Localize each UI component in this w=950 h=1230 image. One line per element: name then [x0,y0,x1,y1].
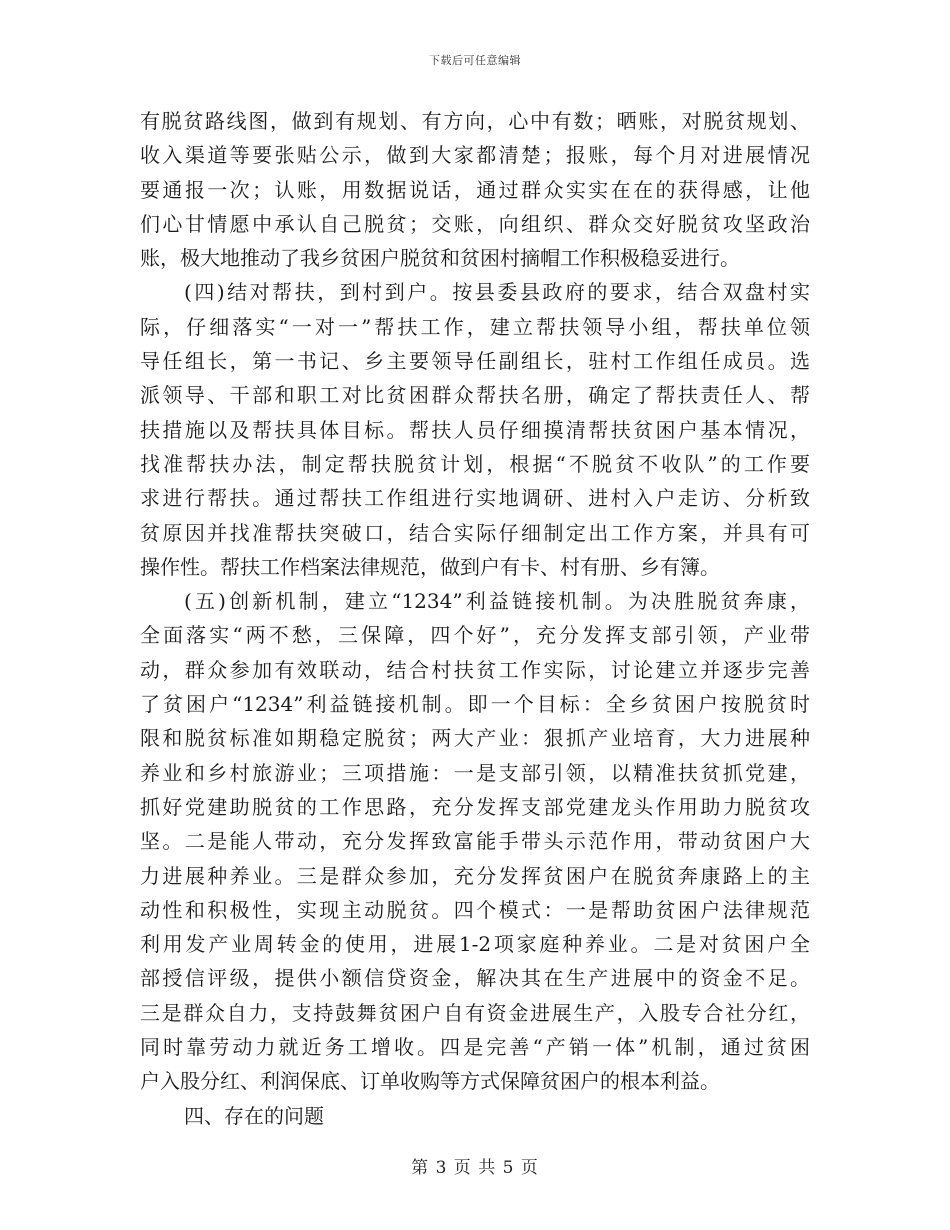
body-line: 求进行帮扶。通过帮扶工作组进行实地调研、进村入户走访、分析致 [140,486,810,511]
body-line: 动性和积极性，实现主动脱贫。四个模式：一是帮助贫困户法律规范 [140,897,810,922]
body-line: 派领导、干部和职工对比贫困群众帮扶名册，确定了帮扶责任人、帮 [140,383,810,408]
body-line: 要通报一次；认账，用数据说话，通过群众实实在在的获得感，让他 [140,177,810,202]
page-header-note: 下载后可任意编辑 [429,54,521,67]
body-line: 户入股分红、利润保底、订单收购等方式保障贫困户的根本利益。 [140,1069,720,1094]
page-number-footer: 第 3 页 共 5 页 [411,1158,539,1178]
body-line: 同时靠劳动力就近务工增收。四是完善“产销一体”机制，通过贫困 [140,1035,810,1060]
body-line: 坚。二是能人带动，充分发挥致富能手带头示范作用，带动贫困户大 [140,829,810,854]
body-line: 动，群众参加有效联动，结合村扶贫工作实际，讨论建立并逐步完善 [140,657,810,682]
body-line: 操作性。帮扶工作档案法律规范，做到户有卡、村有册、乡有簿。 [140,554,720,579]
body-line: 际，仔细落实“一对一”帮扶工作，建立帮扶领导小组，帮扶单位领 [140,314,810,339]
body-line: 找准帮扶办法，制定帮扶脱贫计划，根据“不脱贫不收队”的工作要 [140,451,810,476]
body-line: 收入渠道等要张贴公示，做到大家都清楚；报账，每个月对进展情况 [140,143,810,168]
body-line: 抓好党建助脱贫的工作思路，充分发挥支部党建龙头作用助力脱贫攻 [140,794,810,819]
body-line: 贫原因并找准帮扶突破口，结合实际仔细制定出工作方案，并具有可 [140,520,810,545]
section-4-heading-line: (四)结对帮扶，到村到户。按县委县政府的要求，结合双盘村实 [184,280,810,305]
section-5-heading-line: (五)创新机制，建立“1234”利益链接机制。为决胜脱贫奔康， [184,589,810,614]
document-body [140,104,810,1133]
section-heading-problems: 四、存在的问题 [184,1103,324,1128]
body-line: 们心甘情愿中承认自己脱贫；交账，向组织、群众交好脱贫攻坚政治 [140,211,810,236]
body-line: 养业和乡村旅游业；三项措施：一是支部引领，以精准扶贫抓党建， [140,760,810,785]
body-line: 账，极大地推动了我乡贫困户脱贫和贫困村摘帽工作积极稳妥进行。 [140,246,740,271]
body-line: 部授信评级，提供小额信贷资金，解决其在生产进展中的资金不足。 [140,966,810,991]
body-line: 扶措施以及帮扶具体目标。帮扶人员仔细摸清帮扶贫困户基本情况， [140,417,810,442]
body-line: 限和脱贫标准如期稳定脱贫；两大产业：狠抓产业培育，大力进展种 [140,726,810,751]
body-line: 利用发产业周转金的使用，进展1-2项家庭种养业。二是对贫困户全 [140,932,810,957]
body-line: 导任组长，第一书记、乡主要领导任副组长，驻村工作组任成员。选 [140,349,810,374]
body-line: 力进展种养业。三是群众参加，充分发挥贫困户在脱贫奔康路上的主 [140,863,810,888]
body-line: 全面落实“两不愁，三保障，四个好”，充分发挥支部引领，产业带 [140,623,810,648]
body-line: 三是群众自力，支持鼓舞贫困户自有资金进展生产，入股专合社分红， [140,1000,810,1025]
body-line: 了贫困户“1234”利益链接机制。即一个目标：全乡贫困户按脱贫时 [140,692,810,717]
body-line: 有脱贫路线图，做到有规划、有方向，心中有数；晒账，对脱贫规划、 [140,109,810,133]
